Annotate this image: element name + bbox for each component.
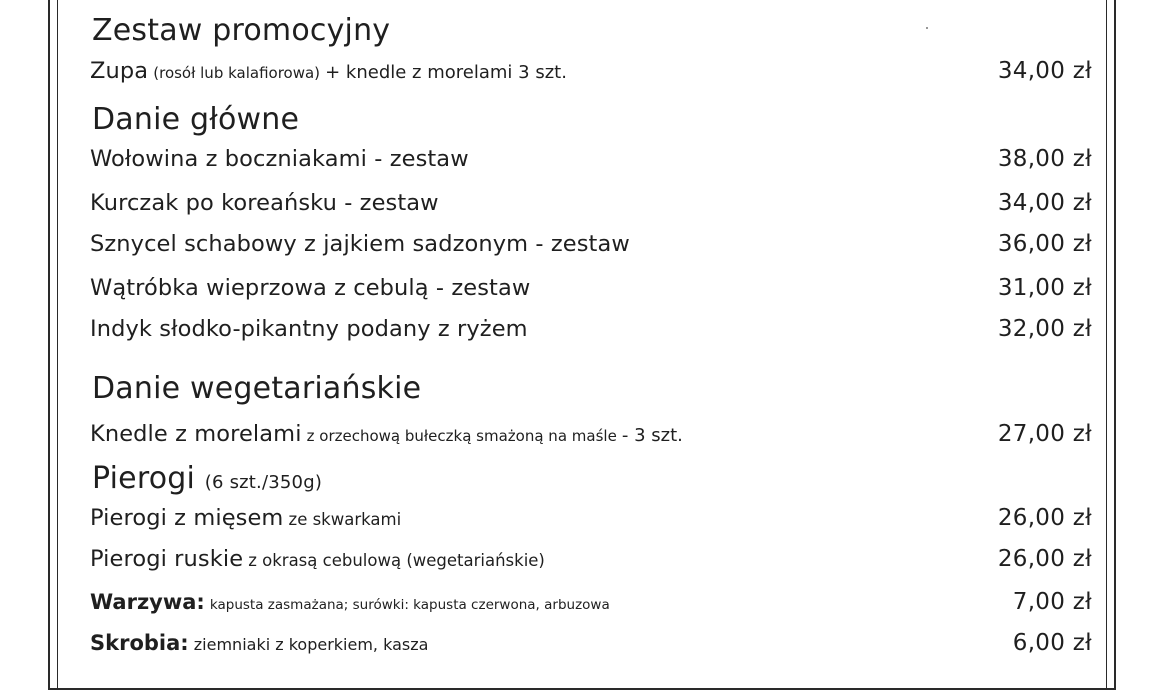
menu-item-price: 32,00 zł: [997, 316, 1092, 342]
menu-item-price: 27,00 zł: [997, 421, 1092, 447]
menu-item-name: Zupa (rosół lub kalafiorowa) + knedle z morelami 3 szt.: [90, 58, 567, 84]
menu-item-price: 31,00 zł: [997, 275, 1092, 301]
menu-item-name: Wołowina z boczniakami - zestaw: [90, 146, 469, 172]
menu-item-detail: z okrasą cebulową (wegetariańskie): [248, 551, 545, 570]
menu-item-main-4: [90, 316, 1092, 350]
menu-item-main-1: [90, 190, 1092, 224]
menu-item-main-0: [90, 146, 1092, 180]
menu-item-price: 26,00 zł: [997, 546, 1092, 572]
menu-item-name: Sznycel schabowy z jajkiem sadzonym - zestaw: [90, 231, 630, 257]
section-title-note: (6 szt./350g): [204, 472, 323, 493]
menu-item-detail: z orzechową bułeczką smażoną na maśle: [306, 427, 617, 445]
menu-item-sides-1: [90, 630, 1092, 664]
menu-item-name: Indyk słodko-pikantny podany z ryżem: [90, 316, 528, 342]
section-title-promo: Zestaw promocyjny: [92, 13, 391, 48]
menu-item-price: 6,00 zł: [1012, 630, 1092, 656]
menu-item-pierogi-1: [90, 546, 1092, 580]
menu-item-name: Warzywa: kapusta zasmażana; surówki: kapusta czerwona, arbuzowa: [90, 590, 610, 614]
menu-item-suffix: + knedle z morelami 3 szt.: [325, 62, 567, 83]
menu-item-detail: kapusta zasmażana; surówki: kapusta czerwona, arbuzowa: [209, 597, 610, 613]
menu-item-name: Wątróbka wieprzowa z cebulą - zestaw: [90, 275, 531, 301]
menu-item-promo: [90, 58, 1092, 92]
menu-item-name: Pierogi ruskie z okrasą cebulową (wegetariańskie): [90, 546, 545, 572]
menu-item-name: Kurczak po koreańsku - zestaw: [90, 190, 439, 216]
menu-item-name: Knedle z morelami z orzechową bułeczką smażoną na maśle - 3 szt.: [90, 421, 683, 447]
menu-item-main-3: [90, 275, 1092, 309]
menu-item-name: Pierogi z mięsem ze skwarkami: [90, 505, 402, 531]
menu-item-vegetarian: [90, 421, 1092, 455]
section-title-pierogi: Pierogi (6 szt./350g): [92, 461, 323, 496]
menu-item-detail: ziemniaki z koperkiem, kasza: [193, 635, 429, 654]
menu-item-price: 26,00 zł: [997, 505, 1092, 531]
menu-item-name: Skrobia: ziemniaki z koperkiem, kasza: [90, 631, 429, 655]
section-title-vegetarian: Danie wegetariańskie: [92, 371, 422, 406]
menu-item-price: 36,00 zł: [997, 231, 1092, 257]
menu-item-price: 38,00 zł: [997, 146, 1092, 172]
menu-item-price: 34,00 zł: [997, 190, 1092, 216]
menu-item-price: 34,00 zł: [997, 58, 1092, 84]
menu-item-detail: (rosół lub kalafiorowa): [153, 64, 321, 82]
menu-item-sides-0: [90, 589, 1092, 623]
menu-item-pierogi-0: [90, 505, 1092, 539]
menu-item-price: 7,00 zł: [1012, 589, 1092, 615]
decorative-dot: [926, 27, 928, 29]
menu-item-detail: ze skwarkami: [288, 510, 402, 529]
menu-item-suffix: - 3 szt.: [621, 425, 683, 446]
section-title-main: Danie główne: [92, 102, 300, 137]
menu-item-main-2: [90, 231, 1092, 265]
